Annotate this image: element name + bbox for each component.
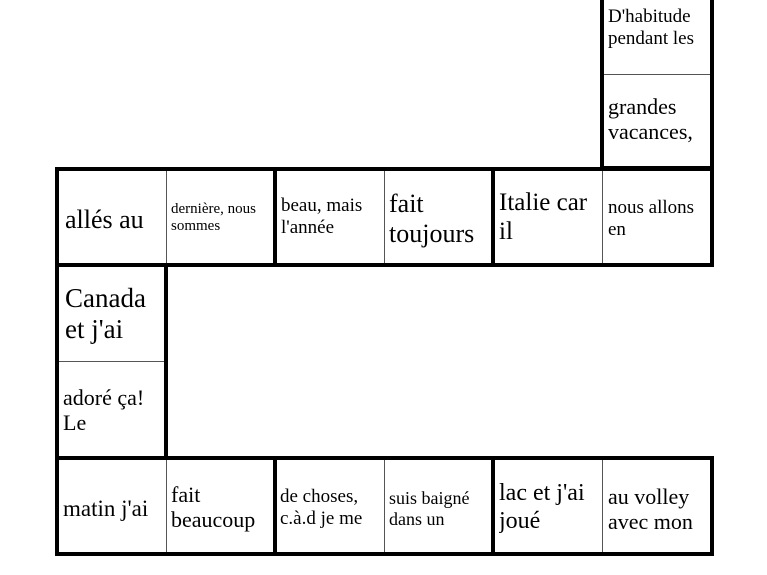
word-cell-13: de choses, c.à.d je me <box>280 486 363 529</box>
word-cell-7: Italie car il <box>499 189 588 245</box>
word-cell-8: nous allons en <box>608 197 695 240</box>
row-two <box>55 456 714 556</box>
word-cell-15: lac et j'ai joué <box>499 480 585 534</box>
word-cell-14: suis baigné dans un <box>389 488 470 529</box>
word-cell-1: D'habitude pendant les <box>608 6 695 49</box>
word-cell-2: grandes vacances, <box>608 94 693 145</box>
word-cell-4: dernière, nous sommes <box>171 201 256 235</box>
word-cell-12: fait beaucoup <box>171 482 256 533</box>
word-cell-16: au volley avec mon <box>608 484 693 535</box>
word-cell-6: fait toujours <box>389 189 475 248</box>
word-cell-10: adoré ça! Le <box>63 385 145 436</box>
top-right-column <box>600 0 714 170</box>
word-cell-9: Canada et j'ai <box>65 283 146 345</box>
word-cell-5: beau, mais l'année <box>281 195 363 238</box>
word-cell-11: matin j'ai <box>63 496 149 521</box>
row-one <box>55 167 714 267</box>
left-column <box>55 263 168 460</box>
word-cell-3: allés au <box>65 205 144 234</box>
